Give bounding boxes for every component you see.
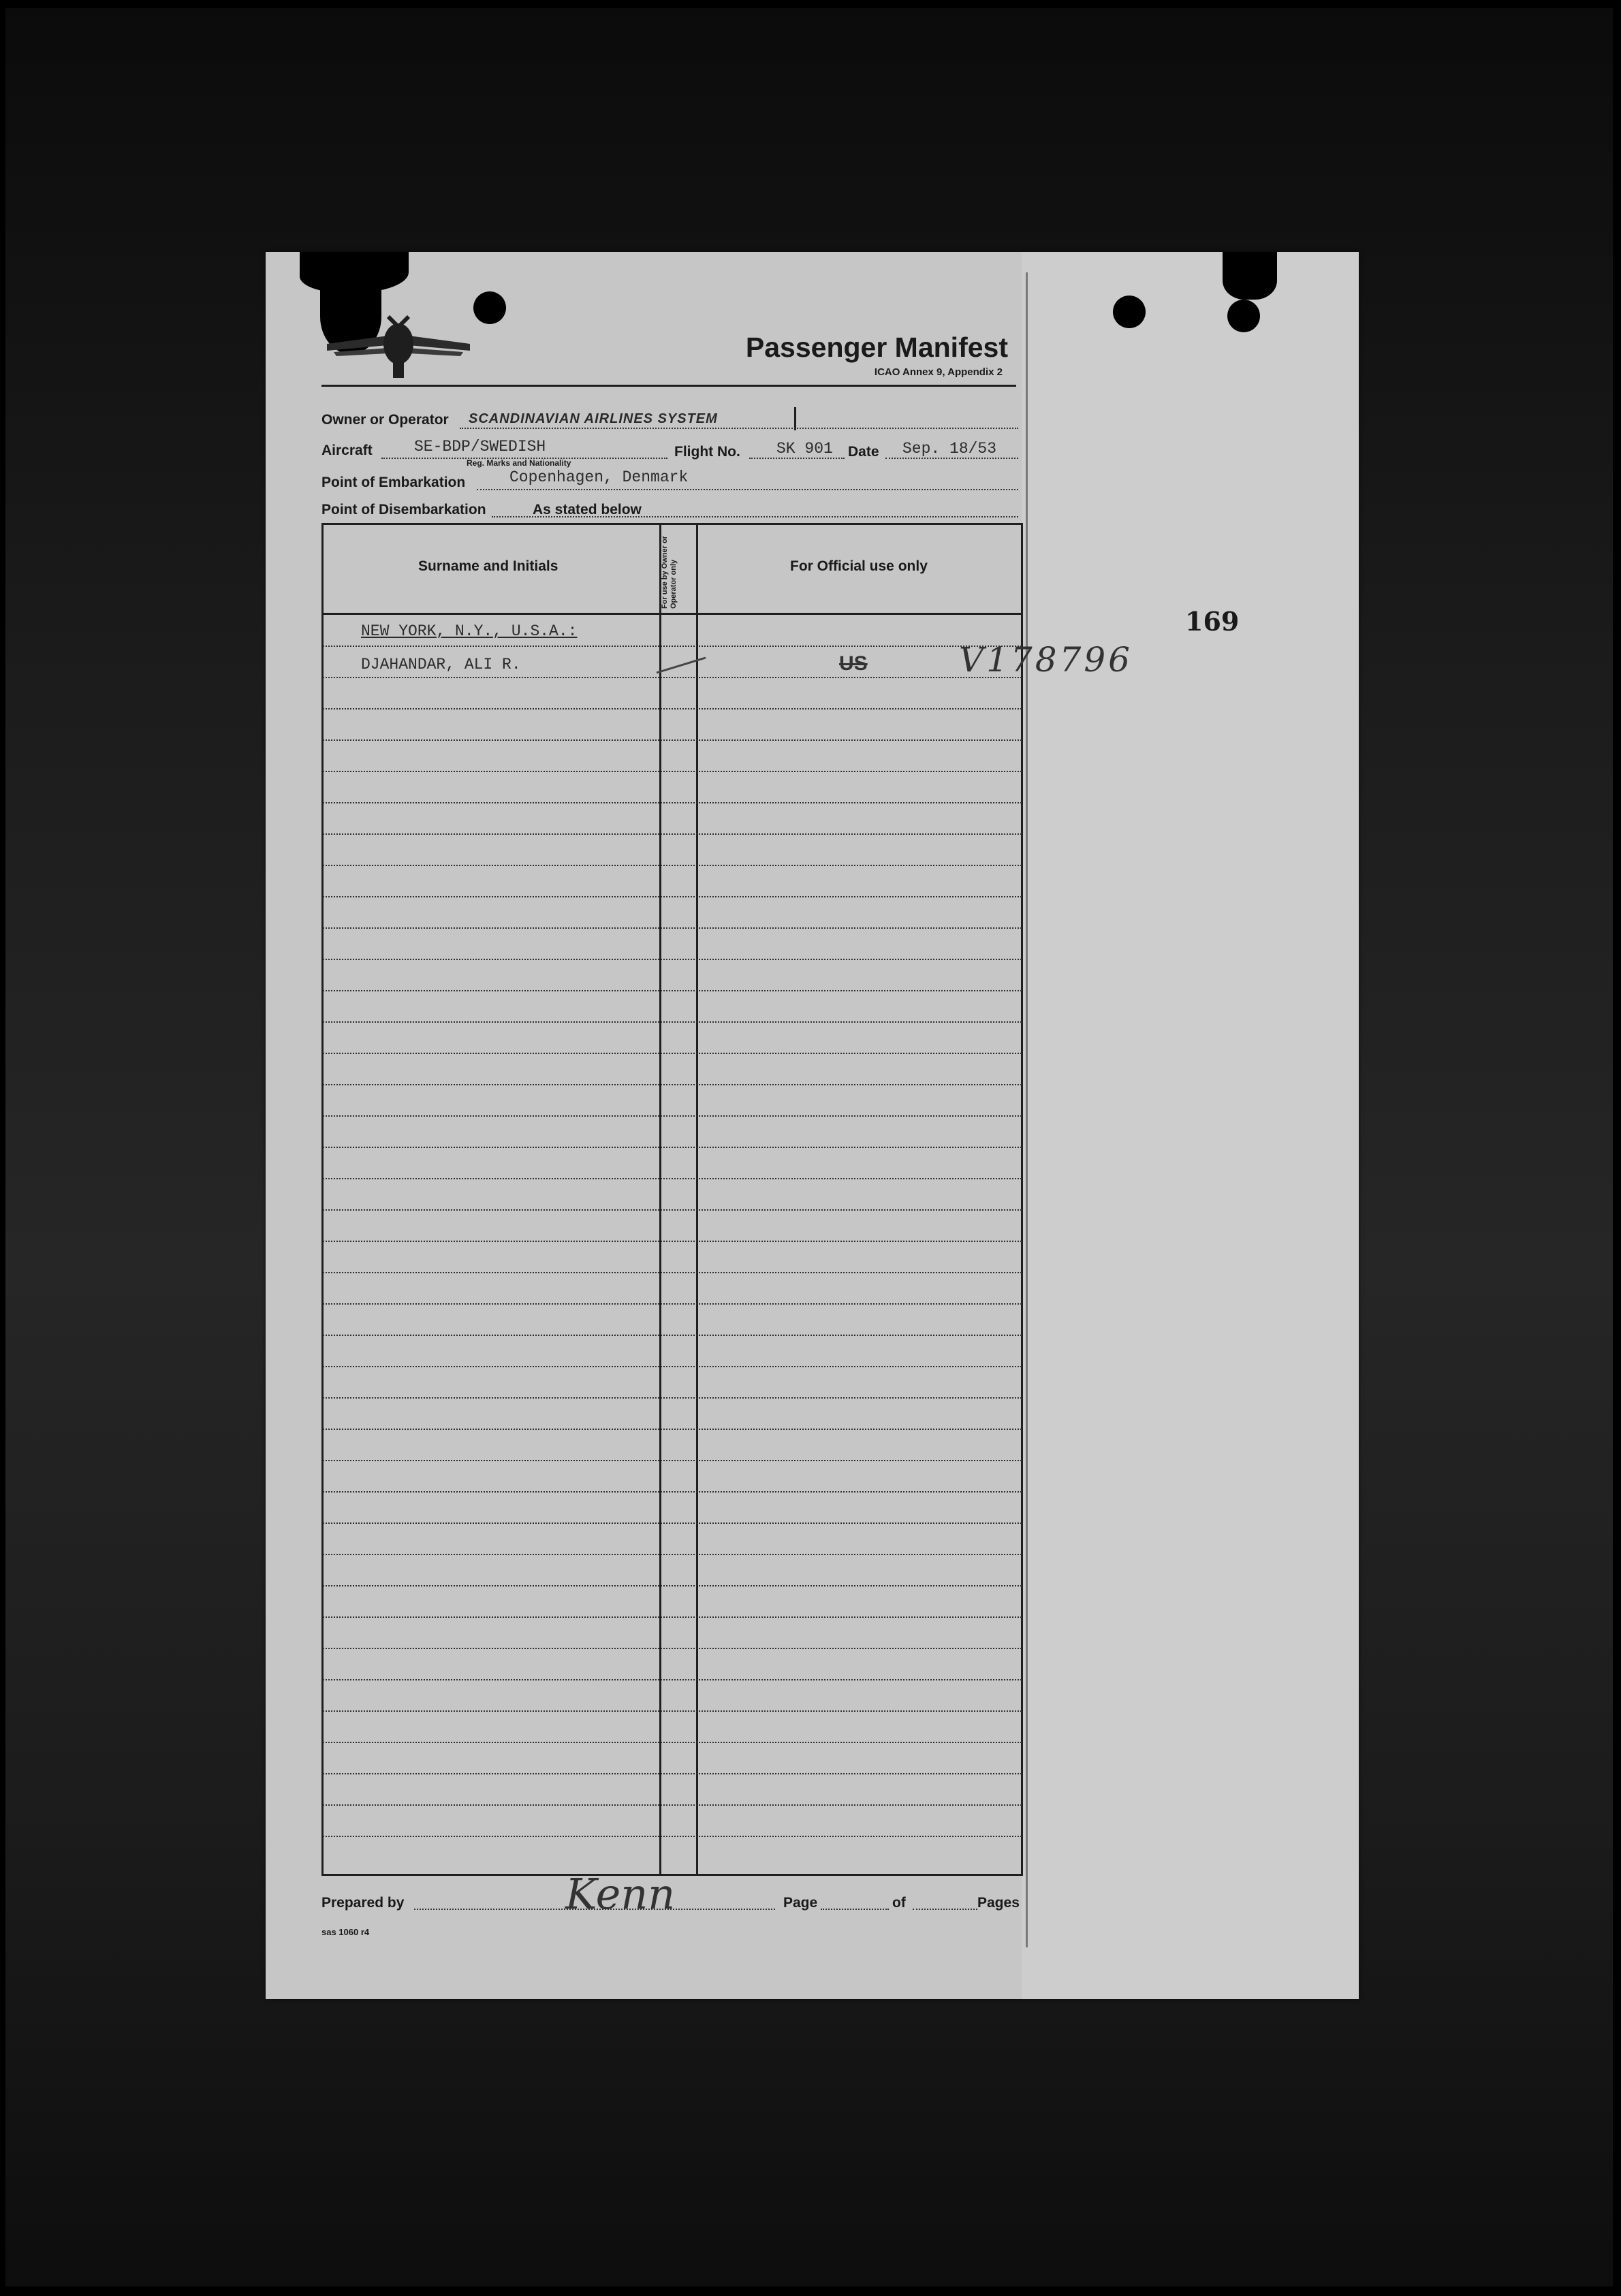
table-row-line: [323, 1272, 1022, 1273]
paper-margin-strip: [1022, 252, 1359, 1999]
table-row-line: [323, 1209, 1022, 1211]
table-row-line: [323, 1366, 1022, 1367]
aircraft-sublabel: Reg. Marks and Nationality: [467, 458, 571, 468]
date-label: Date: [848, 444, 879, 460]
flight-value: SK 901: [776, 440, 833, 458]
table-row-line: [323, 1053, 1022, 1054]
table-row-line: [323, 1710, 1022, 1712]
table-row-line: [323, 1491, 1022, 1493]
fold-line: [1026, 272, 1028, 1947]
prepared-by-label: Prepared by: [321, 1895, 405, 1911]
destination-entry: NEW YORK, N.Y., U.S.A.:: [361, 622, 578, 640]
of-underline: [913, 1909, 977, 1910]
aircraft-underline: [381, 458, 667, 459]
aircraft-label: Aircraft: [321, 443, 373, 458]
table-row-line: [323, 1554, 1022, 1555]
form-subtitle: ICAO Annex 9, Appendix 2: [874, 366, 1003, 378]
stamped-page-number: 169: [1185, 606, 1240, 637]
table-row-line: [323, 833, 1022, 835]
punch-hole: [1113, 296, 1146, 328]
column-divider: [659, 523, 661, 1876]
flight-underline: [749, 458, 845, 459]
table-row-line: [323, 1084, 1022, 1085]
table-row-line: [323, 959, 1022, 960]
title-rule: [321, 385, 1016, 387]
table-row-line: [323, 1178, 1022, 1179]
film-edge: [0, 2286, 1621, 2296]
table-row-line: [323, 1460, 1022, 1461]
date-underline: [885, 458, 1018, 459]
table-row-line: [323, 1836, 1022, 1837]
col-owner-use-header: [655, 528, 696, 610]
table-row-line: [323, 896, 1022, 897]
pages-label: Pages: [977, 1895, 1020, 1911]
table-row-line: [323, 1742, 1022, 1743]
punch-hole: [473, 291, 506, 324]
table-row-line: [323, 1303, 1022, 1305]
table-row-line: [323, 1397, 1022, 1399]
table-row-line: [323, 1021, 1022, 1023]
film-edge: [1613, 0, 1621, 2296]
table-row-line: [323, 1804, 1022, 1806]
table-row-line: [323, 708, 1022, 709]
of-label: of: [892, 1895, 906, 1911]
embarkation-label: Point of Embarkation: [321, 475, 466, 490]
table-row-line: [323, 1585, 1022, 1587]
disembarkation-value: As stated below: [533, 502, 642, 517]
table-row-line: [323, 1241, 1022, 1242]
table-row-line: [323, 1679, 1022, 1680]
table-row-line: [323, 1115, 1022, 1117]
table-row-line: [323, 1147, 1022, 1148]
table-row-line: [323, 1773, 1022, 1774]
owner-label: Owner or Operator: [321, 412, 449, 428]
passenger-entry: DJAHANDAR, ALI R.: [361, 656, 521, 673]
table-row-line: [323, 1522, 1022, 1524]
aircraft-value: SE-BDP/SWEDISH: [414, 438, 546, 456]
official-struck-entry: US: [839, 652, 868, 675]
official-note-handwritten: V178796: [959, 640, 1133, 680]
embarkation-underline: [477, 489, 1018, 490]
table-row-line: [323, 739, 1022, 741]
col-owner-use-text: For use by Owner or Operator only: [661, 536, 678, 609]
embarkation-value: Copenhagen, Denmark: [509, 468, 689, 486]
disembarkation-underline: [492, 516, 1018, 517]
flight-label: Flight No.: [674, 444, 740, 460]
punch-hole: [1227, 300, 1260, 332]
film-edge: [0, 0, 5, 2296]
date-value: Sep. 18/53: [902, 440, 997, 458]
table-row-line: [323, 990, 1022, 991]
form-title: Passenger Manifest: [745, 332, 1008, 363]
disembarkation-label: Point of Disembarkation: [321, 502, 486, 517]
form-code: sas 1060 r4: [321, 1927, 370, 1937]
table-row-line: [323, 645, 1022, 647]
table-row-line: [323, 771, 1022, 772]
page-underline: [821, 1909, 889, 1910]
page-label: Page: [783, 1895, 818, 1911]
passenger-table: [321, 523, 1023, 1876]
owner-value: SCANDINAVIAN AIRLINES SYSTEM: [469, 411, 718, 426]
sas-winged-logo-icon: [320, 303, 477, 385]
column-divider: [696, 523, 698, 1876]
torn-corner: [1223, 252, 1277, 300]
col-surname-header: Surname and Initials: [418, 558, 558, 574]
owner-mark: [794, 407, 796, 430]
table-row-line: [323, 802, 1022, 803]
table-row-line: [323, 1335, 1022, 1336]
table-row-line: [323, 1648, 1022, 1649]
table-row-line: [323, 1616, 1022, 1618]
owner-underline: [460, 428, 1018, 429]
film-edge: [0, 0, 1621, 8]
table-row-line: [323, 927, 1022, 929]
table-header-rule: [321, 613, 1023, 615]
preparer-signature: Kenn: [565, 1869, 676, 1919]
table-row-line: [323, 1429, 1022, 1430]
table-row-line: [323, 865, 1022, 866]
col-official-header: For Official use only: [790, 558, 928, 574]
checkmark-icon: [655, 652, 710, 680]
